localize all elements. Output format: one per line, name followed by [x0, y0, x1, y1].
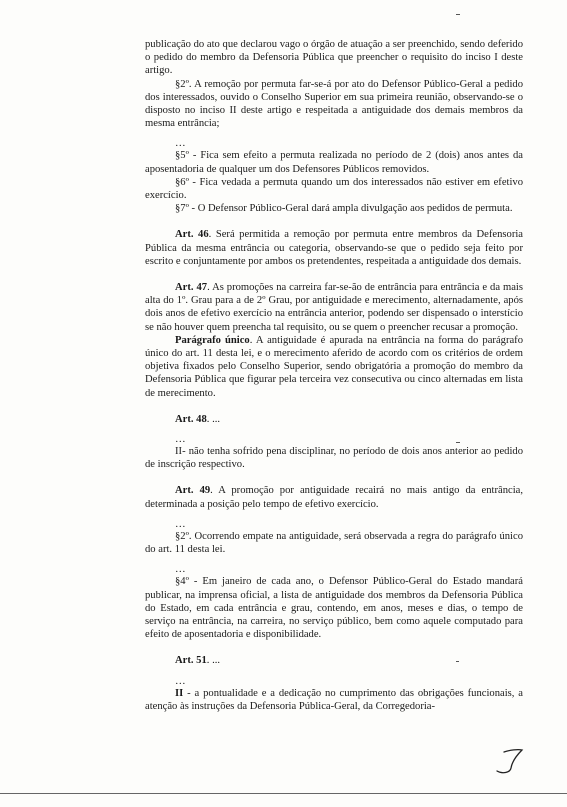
- article-47-text: . As promoções na carreira far-se-ão de entrância para entrância e da mais alta do 1º. Grau para a de 2º Grau, por antiguidade e merecimento, alternadamente, após dois anos de efetivo exercício na entrância anterior, podendo ser dispensado o interstício se não houver quem preencha tal requisito, ou se quem o preencher recusar a promoção.: [145, 282, 523, 333]
- article-46: [145, 228, 523, 268]
- article-47-label: Art. 47: [175, 282, 208, 294]
- article-48: [145, 413, 523, 426]
- article-51: [145, 654, 523, 667]
- sole-paragraph-text: . A antiguidade é apurada na entrância na forma do parágrafo único do art. 11 desta lei, e o merecimento aferido de acordo com os critérios de ordem objetiva fixados pelo Conselho Superior, sendo obrigatória a promoção do membro da Defensoria Pública que figurar pela terceira vez consecutiva ou cinco alternadas em lista de merecimento.: [145, 334, 523, 399]
- item-ii-text: - a pontualidade e a dedicação no cumprimento das obrigações funcionais, a atenção às instruções da Defensoria Pública-Geral, da Corregedoria-: [145, 687, 523, 712]
- article-49-label: Art. 49: [175, 485, 211, 497]
- article-49-para2: §2º. Ocorrendo empate na antiguidade, será observada a regra do parágrafo único do art. 11 desta lei.: [145, 530, 523, 556]
- paragraph-art45-para6: §6º - Fica vedada a permuta quando um dos interessados não estiver em efetivo exercício.: [145, 176, 523, 202]
- sole-paragraph-label: Parágrafo único: [175, 334, 250, 346]
- scan-mark: [456, 661, 459, 662]
- article-49: [145, 484, 523, 510]
- article-48-label: Art. 48: [175, 413, 207, 425]
- signature-initial: [492, 746, 528, 776]
- scan-mark: [456, 442, 460, 443]
- article-49-text: . A promoção por antiguidade recairá no mais antigo da entrância, determinada a posição pelo tempo de efetivo exercício.: [145, 485, 523, 510]
- ellipsis: …: [175, 434, 187, 446]
- article-51-label: Art. 51: [175, 655, 207, 667]
- article-47: [145, 281, 523, 334]
- article-49-para4: §4º - Em janeiro de cada ano, o Defensor Público-Geral do Estado mandará publicar, na imprensa oficial, a lista de antiguidade dos membros da Defensoria Pública do Estado, em cada entrância e grau, contendo, em anos, meses e dias, o tempo de serviço na entrância, na carreira, no serviço público, bem como aquele computado para efeito de aposentadoria e disponibilidade.: [145, 576, 523, 641]
- article-46-label: Art. 46: [175, 229, 209, 241]
- paragraph-art45-para7: §7º - O Defensor Público-Geral dará ampla divulgação aos pedidos de permuta.: [175, 203, 513, 215]
- article-46-text: . Será permitida a remoção por permuta entre membros da Defensoria Pública da mesma entrância ou categoria, observando-se que o pedido seja feito por escrito e conjuntamente por ambos os pretendentes, respeitada a antiguidade dos demais.: [145, 229, 523, 267]
- item-ii-label: II: [175, 446, 183, 458]
- paragraph-art45-para5: §5º - Fica sem efeito a permuta realizada no período de 2 (dois) anos antes da aposentadoria de qualquer um dos Defensores Públicos removidos.: [145, 150, 523, 175]
- item-ii-label: II: [175, 687, 184, 699]
- ellipsis: …: [175, 675, 187, 687]
- ellipsis: …: [175, 564, 187, 576]
- ellipsis: …: [175, 518, 187, 530]
- item-ii-text: - não tenha sofrido pena disciplinar, no período de dois anos anterior ao pedido de inscrição respectivo.: [145, 446, 523, 471]
- article-51-suffix: . ...: [206, 655, 221, 667]
- article-51-item-ii: [145, 687, 523, 713]
- article-48-item-ii: [145, 445, 523, 471]
- article-47-sole-paragraph: [145, 334, 523, 400]
- footer-rule: [0, 793, 567, 794]
- paragraph-continuation: publicação do ato que declarou vago o órgão de atuação a ser preenchido, sendo deferido o pedido do membro da Defensoria Pública que preencher o requisito do inciso I deste artigo.: [145, 39, 523, 77]
- document-page: [145, 38, 523, 713]
- article-48-suffix: . ...: [206, 413, 221, 425]
- scan-mark: [456, 14, 460, 15]
- ellipsis: …: [175, 138, 187, 150]
- paragraph-art45-para2: §2º. A remoção por permuta far-se-á por ato do Defensor Público-Geral a pedido dos interessados, ouvido o Conselho Superior em sua primeira reunião, observando-se o disposto no inciso II deste artigo e respeitada a antiguidade dos demais membros da mesma entrância;: [145, 78, 523, 130]
